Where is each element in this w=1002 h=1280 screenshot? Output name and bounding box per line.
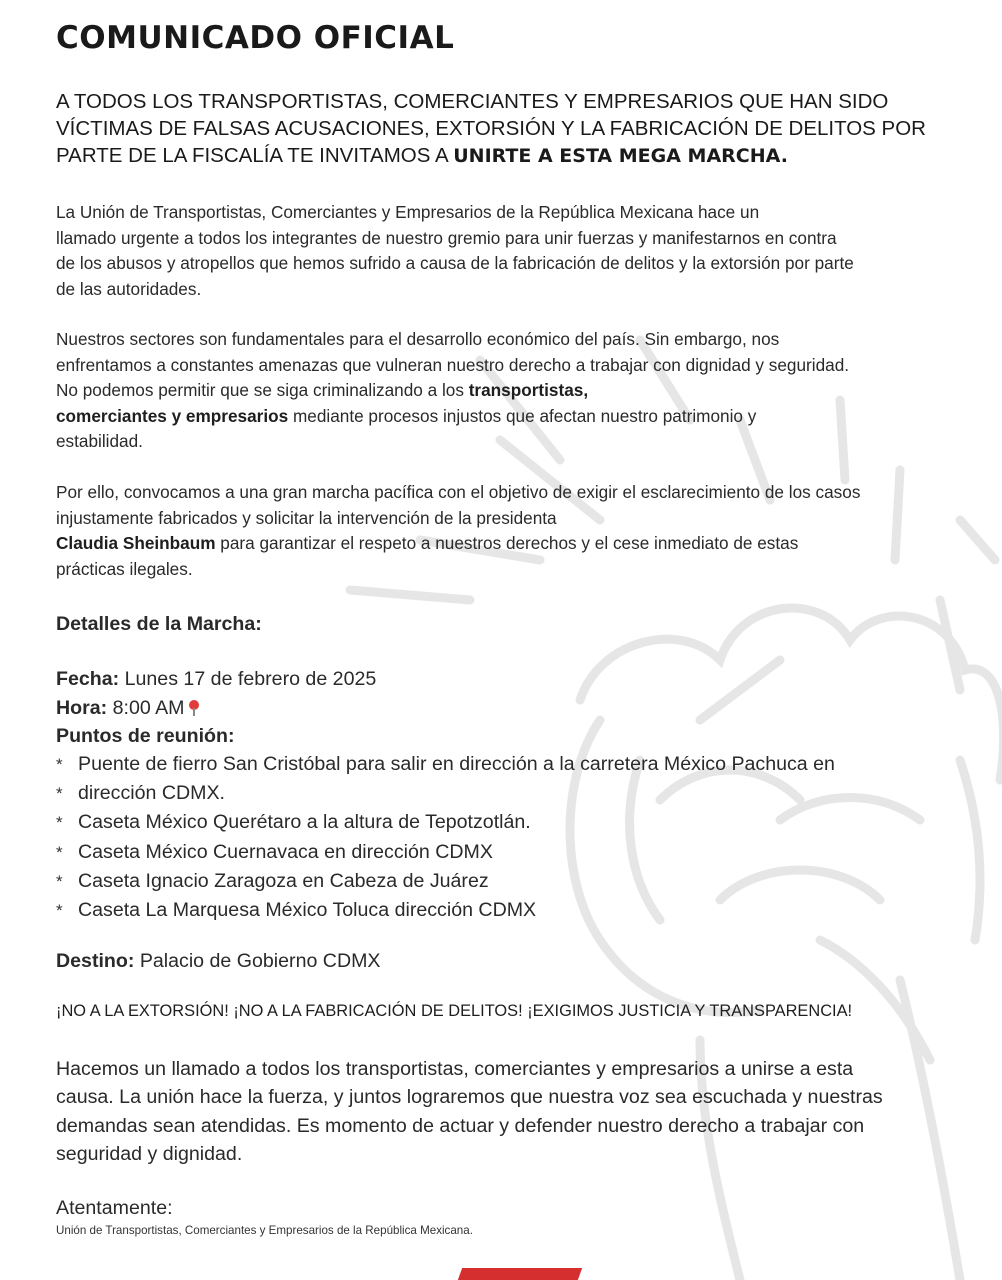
paragraph-line — [56, 404, 976, 430]
paragraph-line: Por ello, convocamos a una gran marcha pacífica con el objetivo de exigir el esclarecimiento de los casos — [56, 482, 861, 502]
meeting-points-label: Puntos de reunión: — [56, 725, 235, 747]
date-value: Lunes 17 de febrero de 2025 — [119, 668, 377, 690]
time-value: 8:00 AM — [107, 697, 185, 719]
list-item-text: dirección CDMX. — [78, 782, 225, 805]
paragraph-line — [56, 531, 976, 557]
list-item — [56, 808, 835, 837]
paragraph-line: La Unión de Transportistas, Comerciantes y Empresarios de la República Mexicana hace un — [56, 202, 760, 222]
list-item — [56, 779, 835, 808]
time-label: Hora: — [56, 697, 108, 719]
paragraph-text: No podemos permitir que se siga criminalizando a los — [56, 380, 469, 400]
red-accent-strip — [458, 1268, 582, 1280]
paragraph-line: estabilidad. — [56, 431, 143, 451]
headline — [56, 88, 976, 170]
bullet-marker: * — [56, 901, 63, 921]
emphasis-text: Claudia Sheinbaum — [56, 533, 216, 553]
paragraph-line: llamado urgente a todos los integrantes de nuestro gremio para unir fuerzas y manifestarnos en contra — [56, 227, 837, 248]
destination-label: Destino: — [56, 950, 135, 972]
headline-text: PARTE DE LA FISCALÍA TE INVITAMOS A — [56, 144, 454, 167]
headline-line: VÍCTIMAS DE FALSAS ACUSACIONES, EXTORSIÓN Y LA FABRICACIÓN DE DELITOS POR — [56, 117, 926, 140]
paragraph-intro — [56, 200, 976, 302]
date-row — [56, 665, 376, 693]
signature-greeting: Atentamente: — [56, 1197, 173, 1219]
headline-call-to-action: UNIRTE A ESTA MEGA MARCHA. — [453, 145, 788, 167]
paragraph-line: causa. La unión hace la fuerza, y juntos lograremos que nuestra voz sea escuchada y nuestras — [56, 1086, 883, 1109]
details-heading — [56, 610, 262, 638]
paragraph-line: Nuestros sectores son fundamentales para el desarrollo económico del país. Sin embargo, nos — [56, 329, 780, 349]
paragraph-sectors — [56, 327, 976, 455]
list-item-text: Caseta México Cuernavaca en dirección CDMX — [78, 840, 493, 863]
list-item-text: Caseta México Querétaro a la altura de Tepotzotlán. — [78, 811, 531, 834]
meeting-points-list — [56, 750, 835, 925]
map-pin-icon — [189, 700, 199, 716]
paragraph-line: Hacemos un llamado a todos los transportistas, comerciantes y empresarios a unirse a esta — [56, 1058, 854, 1080]
list-item — [56, 867, 835, 896]
list-item-text: Caseta La Marquesa México Toluca dirección CDMX — [78, 899, 537, 922]
paragraph-line: de las autoridades. — [56, 278, 202, 299]
bullet-marker: * — [56, 755, 63, 774]
signature-organization: Unión de Transportistas, Comerciantes y Empresarios de la República Mexicana. — [56, 1224, 473, 1237]
paragraph-text: mediante procesos injustos que afectan nuestro patrimonio y — [288, 405, 757, 426]
list-item-text: Caseta Ignacio Zaragoza en Cabeza de Juárez — [78, 869, 489, 892]
meeting-points-heading — [56, 722, 235, 750]
bullet-marker: * — [56, 784, 63, 804]
headline-line: A TODOS LOS TRANSPORTISTAS, COMERCIANTES Y EMPRESARIOS QUE HAN SIDO — [56, 90, 889, 113]
paragraph-line: demandas sean atendidas. Es momento de actuar y defender nuestro derecho a trabajar con — [56, 1114, 865, 1137]
slogan: ¡NO A LA EXTORSIÓN! ¡NO A LA FABRICACIÓN DE DELITOS! ¡EXIGIMOS JUSTICIA Y TRANSPARENCIA! — [56, 1002, 853, 1020]
bullet-marker: * — [56, 871, 63, 891]
paragraph-call — [56, 480, 976, 582]
paragraph-text: para garantizar el respeto a nuestros derechos y el cese inmediato de estas — [215, 533, 799, 553]
paragraph-line: injustamente fabricados y solicitar la intervención de la presidenta — [56, 507, 557, 528]
headline-line — [56, 142, 976, 170]
list-item-text: Puente de fierro San Cristóbal para salir en dirección a la carretera México Pachuca en — [78, 753, 835, 775]
paragraph-line: seguridad y dignidad. — [56, 1143, 243, 1166]
date-label: Fecha: — [56, 668, 120, 690]
time-row — [56, 694, 199, 722]
list-item — [56, 896, 835, 925]
destination-value: Palacio de Gobierno CDMX — [134, 950, 381, 972]
list-item — [56, 750, 835, 779]
paragraph-line — [56, 378, 976, 404]
paragraph-line: de los abusos y atropellos que hemos sufrido a causa de la fabricación de delitos y la extorsión por parte — [56, 253, 854, 273]
bullet-marker: * — [56, 842, 63, 862]
closing-paragraph — [56, 1055, 976, 1169]
destination-row — [56, 947, 381, 975]
list-item — [56, 838, 835, 867]
paragraph-line: enfrentamos a constantes amenazas que vulneran nuestro derecho a trabajar con dignidad y seguridad. — [56, 354, 850, 375]
paragraph-line: prácticas ilegales. — [56, 558, 193, 579]
emphasis-text: transportistas, — [468, 380, 589, 400]
bullet-marker: * — [56, 813, 63, 833]
document-title: COMUNICADO OFICIAL — [56, 20, 455, 56]
emphasis-text: comerciantes y empresarios — [56, 405, 289, 426]
details-heading-text: Detalles de la Marcha: — [56, 613, 262, 635]
